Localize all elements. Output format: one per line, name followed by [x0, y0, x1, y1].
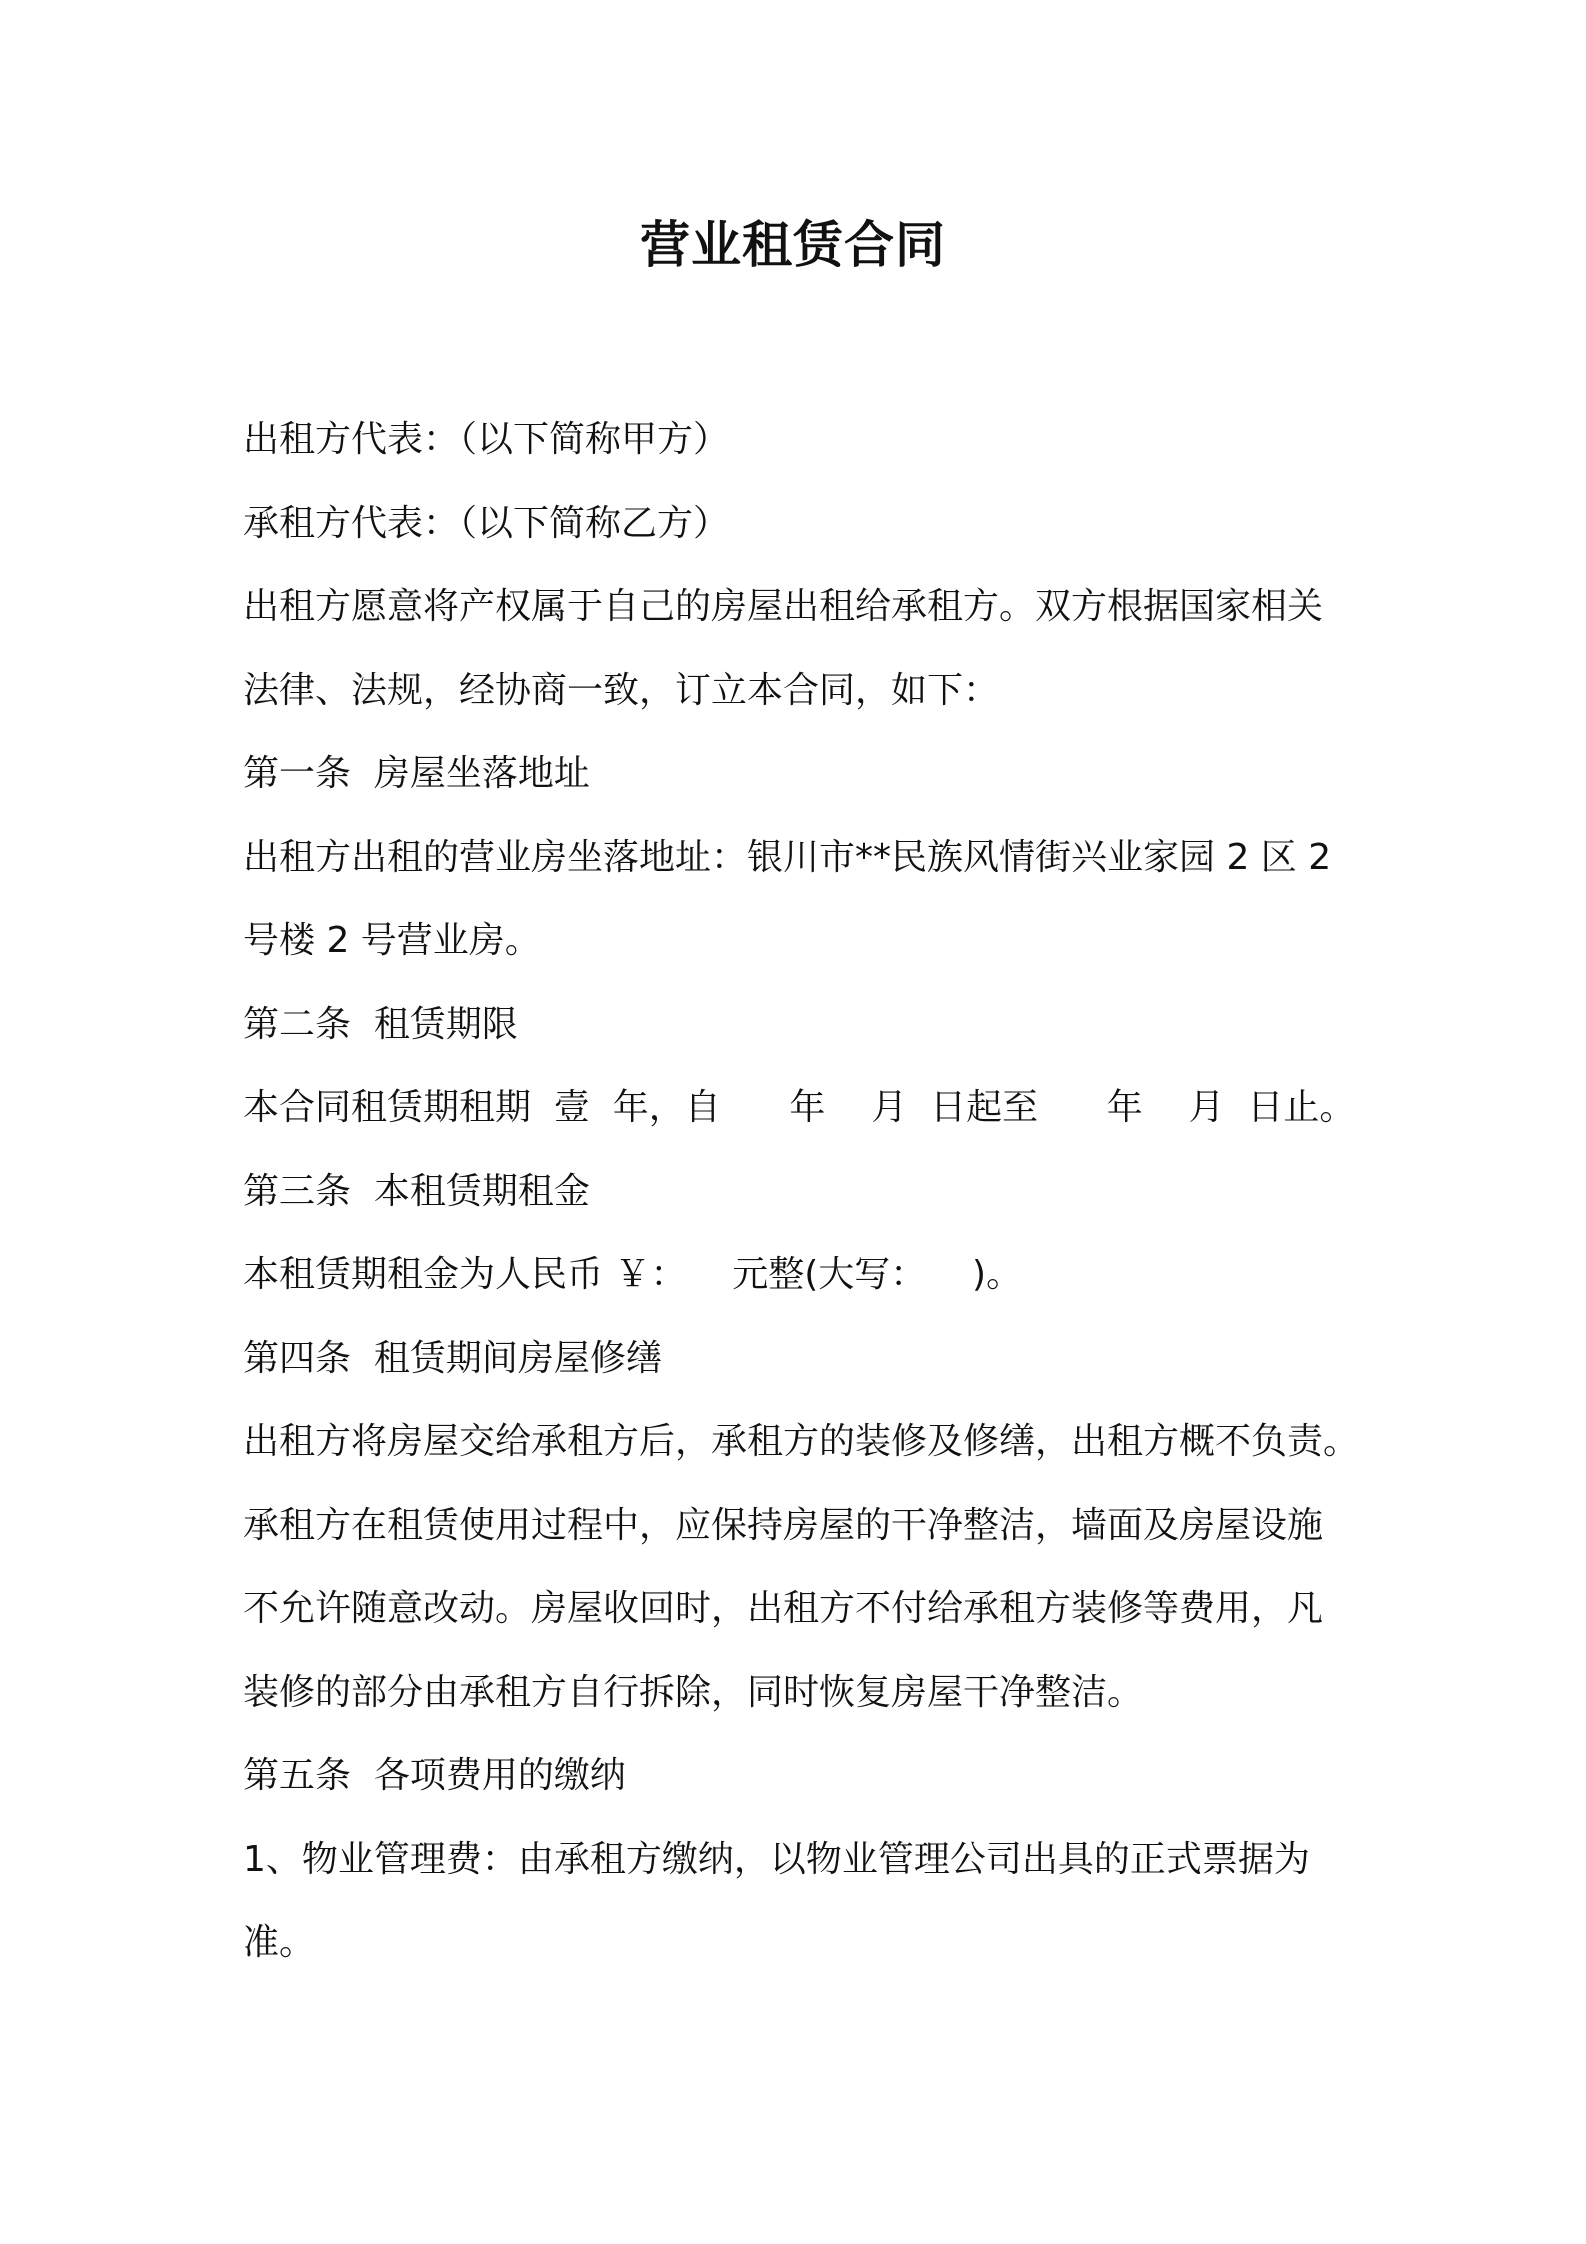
section-heading-4: 第四条 租赁期间房屋修缮	[243, 1337, 662, 1379]
section-heading-1: 第一条 房屋坐落地址	[243, 753, 590, 794]
text-line-party-a: 出租方代表：（以下简称甲方）	[243, 419, 730, 460]
text-line-repair-1: 出租方将房屋交给承租方后，承租方的装修及修缮，出租方概不负责。	[243, 1421, 1360, 1462]
section-heading-5: 第五条 各项费用的缴纳	[243, 1755, 626, 1796]
text-line-party-b: 承租方代表：（以下简称乙方）	[243, 502, 730, 544]
text-line-preamble-1: 出租方愿意将产权属于自己的房屋出租给承租方。双方根据国家相关	[243, 586, 1324, 627]
text-line-address-1: 出租方出租的营业房坐落地址：银川市**民族风情街兴业家园 2 区 2	[243, 836, 1332, 878]
text-line-repair-3: 不允许随意改动。房屋收回时，出租方不付给承租方装修等费用，凡	[243, 1588, 1324, 1629]
text-line-address-2: 号楼 2 号营业房。	[243, 920, 541, 961]
text-line-repair-4: 装修的部分由承租方自行拆除，同时恢复房屋干净整洁。	[243, 1671, 1144, 1713]
text-line-repair-2: 承租方在租赁使用过程中，应保持房屋的干净整洁，墙面及房屋设施	[243, 1504, 1324, 1546]
section-heading-3: 第三条 本租赁期租金	[243, 1170, 590, 1212]
text-line-fees-2: 准。	[243, 1922, 316, 1963]
document-body	[243, 398, 1360, 1985]
text-line-rent: 本租赁期租金为人民币 ￥： 元整(大写： )。	[243, 1254, 1023, 1295]
text-line-fees-1: 1、物业管理费：由承租方缴纳，以物业管理公司出具的正式票据为	[243, 1838, 1310, 1880]
document-title: 营业租赁合同	[640, 216, 946, 274]
text-line-preamble-2: 法律、法规，经协商一致，订立本合同，如下：	[243, 669, 1000, 711]
section-heading-2: 第二条 租赁期限	[243, 1003, 518, 1045]
text-line-term: 本合同租赁期租期 壹 年，自 年 月 日起至 年 月 日止。	[243, 1087, 1356, 1128]
